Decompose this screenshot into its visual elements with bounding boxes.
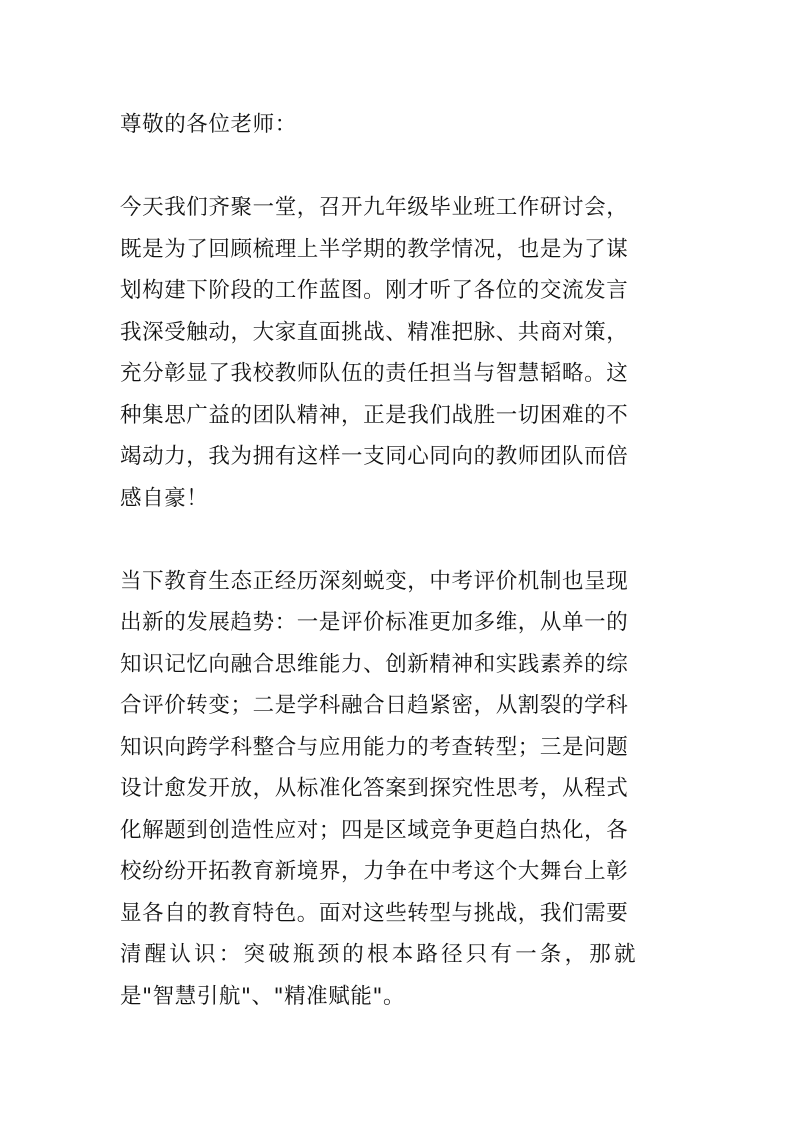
text-line: 当下教育生态正经历深刻蜕变，中考评价机制也呈现	[120, 568, 629, 594]
text-line: 划构建下阶段的工作蓝图。刚才听了各位的交流发言	[120, 278, 629, 303]
text-line: 知识向跨学科整合与应用能力的考查转型；三是问题	[120, 734, 629, 760]
text-line: 今天我们齐聚一堂，召开九年级毕业班工作研讨会，	[120, 195, 629, 220]
text-line: 合评价转变；二是学科融合日趋紧密，从割裂的学科	[120, 693, 629, 718]
text-line: 既是为了回顾梳理上半学期的教学情况，也是为了谋	[120, 236, 629, 262]
document-page	[120, 104, 676, 1059]
salutation	[120, 104, 676, 146]
text-line: 校纷纷开拓教育新境界，力争在中考这个大舞台上彰	[120, 859, 629, 884]
text-line: 是"智慧引航"、"精准赋能"。	[120, 983, 406, 1009]
text-line: 化解题到创造性应对；四是区域竞争更趋白热化，各	[120, 817, 629, 843]
text-line: 知识记忆向融合思维能力、创新精神和实践素养的综	[120, 651, 629, 677]
text-line: 竭动力，我为拥有这样一支同心同向的教师团队而倍	[120, 444, 629, 469]
text-line: 感自豪！	[120, 485, 209, 511]
text-line: 我深受触动，大家直面挑战、精准把脉、共商对策，	[120, 319, 629, 345]
text-line: 设计愈发开放，从标准化答案到探究性思考，从程式	[120, 776, 629, 801]
paragraph-opening	[120, 187, 676, 519]
text-line: 清醒认识：突破瓶颈的根本路径只有一条，那就	[120, 942, 639, 967]
text-line: 充分彰显了我校教师队伍的责任担当与智慧韬略。这	[120, 361, 629, 386]
text-line: 种集思广益的团队精神，正是我们战胜一切困难的不	[120, 402, 629, 428]
text-line: 显各自的教育特色。面对这些转型与挑战，我们需要	[120, 900, 629, 926]
text-line: 出新的发展趋势：一是评价标准更加多维，从单一的	[120, 610, 629, 635]
salutation-line: 尊敬的各位老师：	[120, 112, 297, 137]
paragraph-trends	[120, 561, 676, 1018]
